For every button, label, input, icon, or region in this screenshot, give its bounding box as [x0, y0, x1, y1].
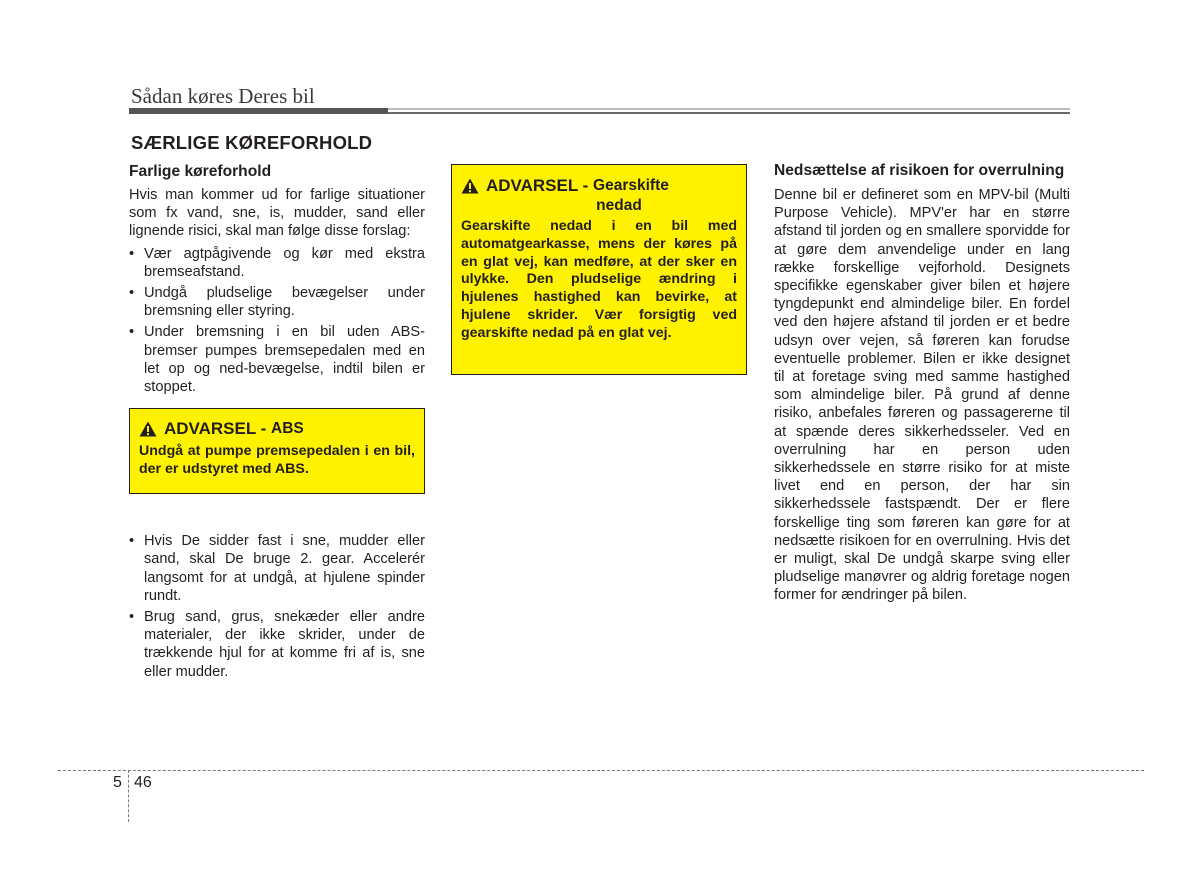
warning-subject-line1: Gearskifte — [593, 177, 669, 194]
header-rule-dark — [129, 108, 388, 114]
subhead-rollover: Nedsættelse af risikoen for overrulning — [774, 162, 1065, 179]
warning-text: Undgå at pumpe premsepedalen i en bil, der er udstyret med ABS. — [139, 443, 415, 478]
warning-subject-line2: nedad — [596, 197, 642, 214]
right-column — [774, 161, 1070, 605]
chapter-title: Sådan køres Deres bil — [131, 84, 315, 108]
page-number: 46 — [134, 774, 152, 791]
footer-dashed-rule — [58, 770, 1144, 771]
footer-dashed-divider — [128, 770, 129, 822]
left-column — [129, 162, 425, 684]
warning-label: ADVARSEL - — [164, 419, 272, 439]
warning-triangle-icon — [461, 178, 479, 194]
subhead-dangerous-conditions: Farlige køreforhold — [129, 163, 272, 180]
warning-subject: ABS — [271, 420, 304, 438]
warning-heading — [461, 176, 737, 196]
middle-column — [451, 164, 747, 375]
warning-heading — [139, 419, 415, 439]
warning-box-downshift — [451, 164, 747, 375]
intro-paragraph: Hvis man kommer ud for farlige situationer som fx vand, sne, is, mudder, sand eller lignende risici, skal man følge disse forslag: — [129, 187, 425, 240]
list-item: • Undgå pludselige bevægelser under bremsning eller styring. — [129, 284, 425, 320]
chapter-number: 5 — [113, 774, 122, 791]
header-rule-thin — [388, 112, 1070, 114]
list-item: • Brug sand, grus, snekæder eller andre materialer, der ikke skrider, under de trækkende hjul for at komme fri af is, sne eller mudder. — [129, 608, 425, 681]
warning-label: ADVARSEL - — [486, 176, 594, 195]
warning-text: Gearskifte nedad i en bil med automatgearkasse, mens der køres på en glat vej, kan medføre, at der sker en ulykke. Den pludselige ændring i hjulenes hastighed kan bevirke, at hjulene skrider. Vær forsigtig ved gearskifte nedad på en glat vej. — [461, 218, 737, 341]
bullet-list-1 — [129, 245, 425, 397]
warning-box-abs — [129, 408, 425, 494]
bullet-list-2 — [129, 532, 425, 681]
warning-triangle-icon — [139, 421, 157, 437]
list-item: • Vær agtpågivende og kør med ekstra bremseafstand. — [129, 245, 425, 281]
list-item: • Under bremsning i en bil uden ABS-bremser pumpes bremsepedalen med en let op og ned-bevægelse, indtil bilen er stoppet. — [129, 323, 425, 396]
section-title: SÆRLIGE KØREFORHOLD — [131, 132, 373, 153]
list-item: • Hvis De sidder fast i sne, mudder eller sand, skal De bruge 2. gear. Accelerér langsomt for at undgå, at hjulene spinder rundt. — [129, 532, 425, 605]
rollover-paragraph: Denne bil er defineret som en MPV-bil (Multi Purpose Vehicle). MPV'er har en større afstand til jorden og en smallere sporvidde for at gøre dem anvendelige under en lang række forskellige vejforhold. Designets specifikke egenskaber giver bilen et højere tyngdepunkt end almindelige biler. En fordel ved den højere afstand til jorden er et bedre udsyn over vejen, så føreren kan forudse eventuelle problemer. Bilen er ikke designet til at foretage sving med samme hastighed som almindelige biler. På grund af denne risiko, anbefales føreren og passagererne til at spænde deres sikkerhedsseler. Ved en overrulning har en person uden sikkerhedssele en større risiko for at miste livet end en person, der har sin sikkerhedssele fastspændt. Der er flere forskellige ting som føreren kan gøre for at nedsætte risikoen for en overrulning. Hvis det er muligt, skal De undgå skarpe sving eller pludselige manøvrer og aldrig foretage nogen former for ændringer på bilen. — [774, 187, 1070, 604]
